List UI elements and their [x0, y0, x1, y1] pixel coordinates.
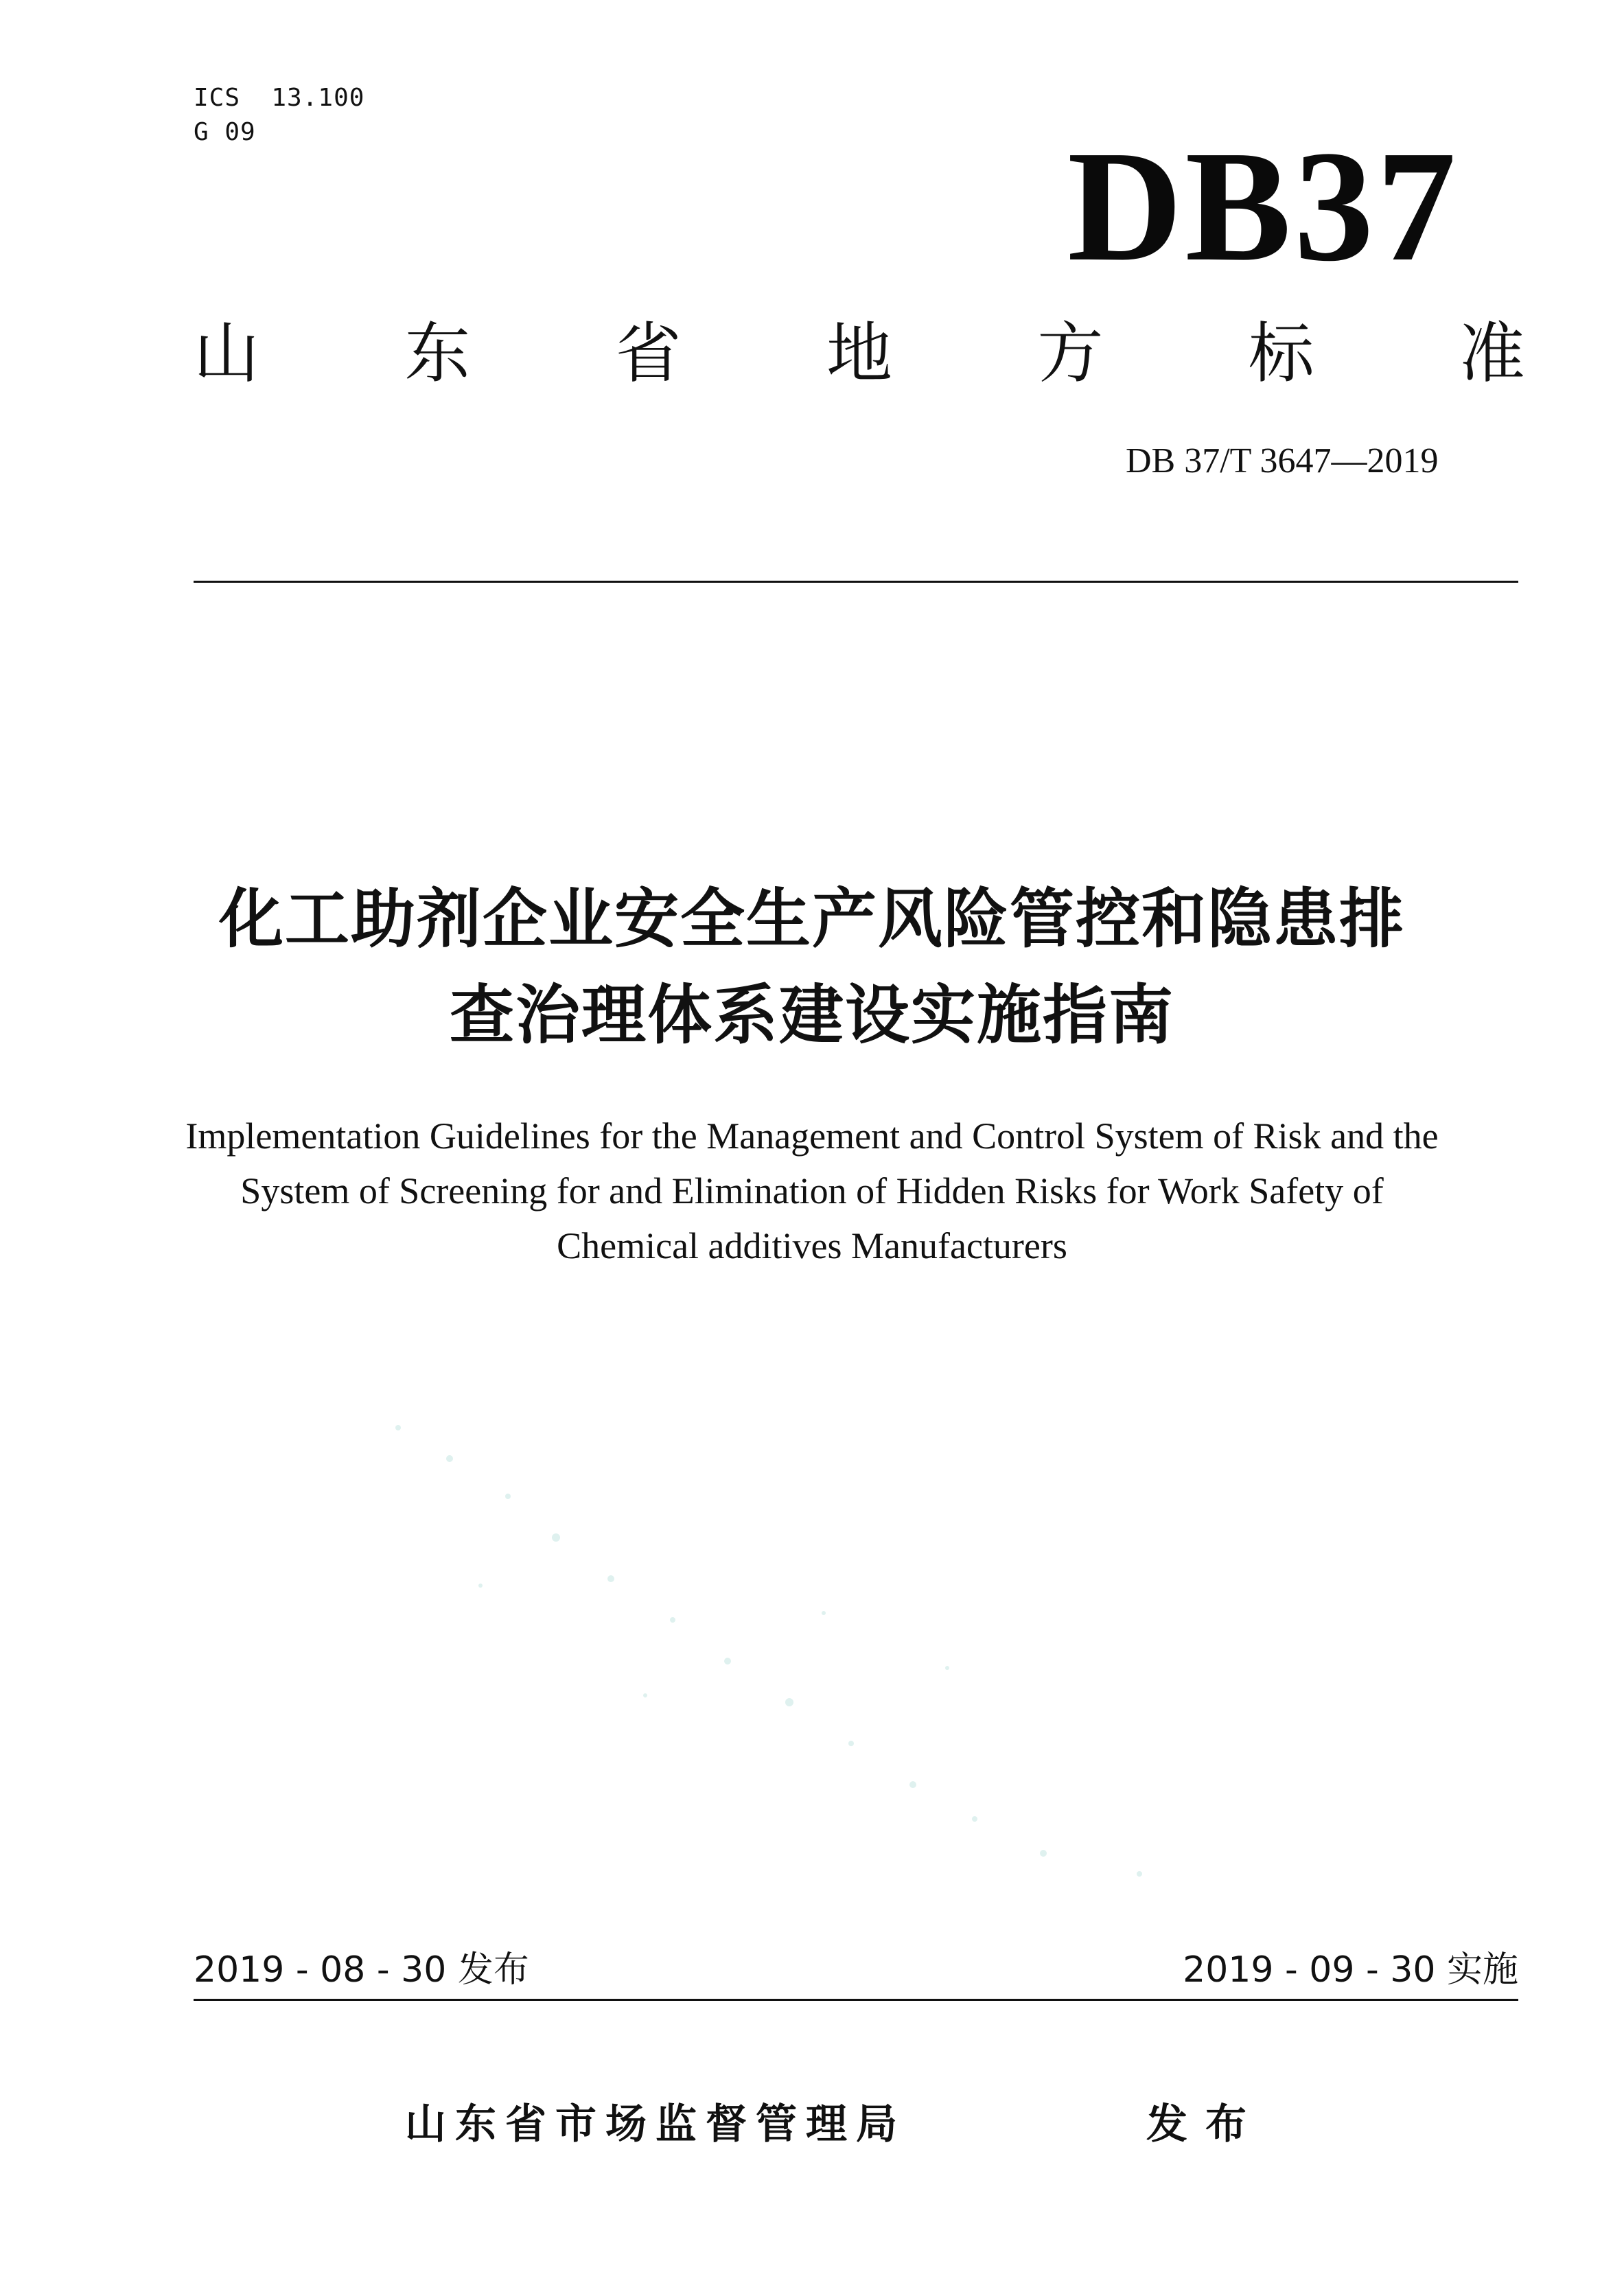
chinese-title — [69, 872, 1555, 1064]
top-divider — [194, 581, 1518, 583]
faint-watermark — [384, 1407, 1277, 1888]
english-title-line-3: Chemical additives Manufacturers — [557, 1225, 1067, 1266]
standard-type-char: 地 — [826, 315, 892, 392]
english-title-line-2: System of Screening for and Elimination of Hidden Risks for Work Safety of — [240, 1170, 1384, 1211]
classification-codes — [194, 81, 364, 150]
issuing-authority: 山东省市场监督管理局 — [405, 2100, 906, 2148]
english-title-line-1: Implementation Guidelines for the Management and Control System of Risk and the — [185, 1115, 1439, 1157]
standard-type-char: 准 — [1459, 315, 1525, 392]
standard-type-heading — [194, 312, 1525, 395]
chinese-title-line-2: 查治理体系建设实施指南 — [449, 978, 1174, 1053]
implementation-date: 2019 - 09 - 30 实施 — [1183, 1949, 1518, 1991]
bottom-divider — [194, 1999, 1518, 2001]
issue-date: 2019 - 08 - 30 发布 — [194, 1949, 529, 1991]
ccs-code: G 09 — [194, 118, 256, 146]
chinese-title-line-1: 化工助剂企业安全生产风险管控和隐患排 — [218, 882, 1405, 957]
db37-logo: DB37 — [1067, 118, 1459, 294]
standard-type-char: 山 — [194, 315, 259, 392]
standard-type-char: 标 — [1248, 315, 1314, 392]
issue-label: 发布 — [1146, 2100, 1264, 2148]
standard-type-char: 方 — [1037, 315, 1104, 392]
standard-type-char: 东 — [404, 315, 471, 392]
standard-number: DB 37/T 3647—2019 — [1126, 441, 1439, 480]
english-title — [69, 1109, 1555, 1273]
ics-code: ICS 13.100 — [194, 84, 365, 112]
standard-type-char: 省 — [615, 315, 682, 392]
